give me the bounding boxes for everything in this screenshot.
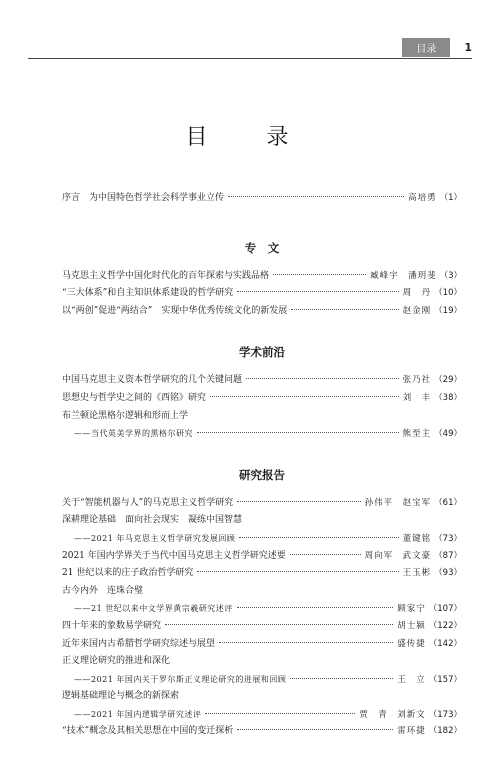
entry-title: 正义理论研究的推进和深化 <box>62 656 171 667</box>
entry-title: ——2021 年国内关于罗尔斯正义理论研究的进展和回顾 <box>74 674 287 684</box>
entry-title: ——当代英美学界的黑格尔研究 <box>74 429 193 439</box>
section-heading: 学术前沿 <box>239 345 285 360</box>
toc-section <box>62 236 462 321</box>
dot-leader <box>291 309 398 310</box>
dot-leader <box>246 378 399 379</box>
toc-entry-subtitle[interactable] <box>62 425 462 443</box>
toc-entry-preface[interactable] <box>62 190 462 208</box>
toc-section <box>62 463 462 741</box>
toc-entry[interactable] <box>62 723 462 741</box>
entry-title: 以“两创”促进“两结合” 实现中华优秀传统文化的新发展 <box>62 305 288 316</box>
toc-entry[interactable] <box>62 495 462 513</box>
toc-entry[interactable] <box>62 565 462 583</box>
entry-page: （182） <box>428 726 462 737</box>
entry-page: （3） <box>439 270 462 281</box>
dot-leader <box>237 291 398 292</box>
dot-leader <box>197 432 399 433</box>
section-heading: 专 文 <box>244 240 280 255</box>
dot-leader <box>205 713 355 714</box>
entry-page: （173） <box>428 709 462 720</box>
toc-entry[interactable] <box>62 512 462 530</box>
entry-title: ——2021 年国内逻辑学研究述评 <box>74 709 202 719</box>
toc-title: 目 录 <box>185 125 315 150</box>
entry-title: 序言 为中国特色哲学社会科学事业立传 <box>62 193 225 203</box>
entry-title: 马克思主义哲学中国化时代化的百年探索与实践品格 <box>62 270 270 281</box>
entry-page: （19） <box>434 305 462 316</box>
entry-author: 周 丹 <box>402 288 432 299</box>
dot-leader <box>237 501 360 502</box>
entry-page: （38） <box>434 392 462 403</box>
dot-leader <box>273 274 366 275</box>
entry-page: （10） <box>434 288 462 299</box>
entry-page: （142） <box>428 638 462 649</box>
entry-page: （73） <box>434 533 462 544</box>
entry-title: 古今内外 连珠合璧 <box>62 585 144 596</box>
toc-entry-subtitle[interactable] <box>62 671 462 689</box>
entry-author: 熊至主 <box>402 429 432 440</box>
running-section-label: 目录 <box>402 38 450 57</box>
entry-title: 关于“智能机器与人”的马克思主义哲学研究 <box>62 497 234 508</box>
entry-title: 思想史与哲学史之间的《西铭》研究 <box>62 392 207 403</box>
dot-leader <box>197 571 398 572</box>
toc-entry-subtitle[interactable] <box>62 600 462 618</box>
entry-title: 布兰顿论黑格尔逻辑和形而上学 <box>62 410 189 421</box>
entry-author: 臧峰宇 潘玥斐 <box>370 270 437 281</box>
dot-leader <box>239 537 398 538</box>
entry-author: 周向军 武文豪 <box>364 550 432 561</box>
entry-page: （29） <box>434 375 462 386</box>
entry-author: 贾 青 刘新文 <box>359 709 426 720</box>
toc-entry[interactable] <box>62 548 462 566</box>
entry-page: （93） <box>434 568 462 579</box>
entry-title: 近年来国内古希腊哲学研究综述与展望 <box>62 638 216 649</box>
entry-author: 王 立 <box>397 674 426 685</box>
entry-page: （122） <box>428 620 462 631</box>
entry-title: ——21 世纪以来中文学界黄宗羲研究述评 <box>74 604 233 614</box>
toc-entry-subtitle[interactable] <box>62 706 462 724</box>
entry-title: 深耕理论基础 面向社会现实 凝练中国智慧 <box>62 515 243 526</box>
entry-author: 顾家宁 <box>397 604 426 615</box>
entry-page: （157） <box>428 674 462 685</box>
running-head <box>402 38 472 57</box>
entry-author: 雷环捷 <box>397 726 426 737</box>
toc-entry[interactable] <box>62 618 462 636</box>
toc-entry[interactable] <box>62 653 462 671</box>
entry-title: 逻辑基础理论与概念的新探索 <box>62 691 180 702</box>
entry-author: 赵金刚 <box>402 305 432 316</box>
entry-author: 高培勇 <box>408 193 437 203</box>
entry-author: 张乃社 <box>402 375 432 386</box>
entry-author: 王玉彬 <box>402 568 432 579</box>
dot-leader <box>237 729 393 730</box>
header-rule <box>28 58 472 59</box>
toc-entry[interactable] <box>62 303 462 321</box>
entry-author: 盛传捷 <box>397 638 426 649</box>
toc-entry[interactable] <box>62 372 462 390</box>
entry-page: （61） <box>434 497 462 508</box>
entry-title: “三大体系”和自主知识体系建设的哲学研究 <box>62 288 234 299</box>
toc-entry-subtitle[interactable] <box>62 530 462 548</box>
entry-page: （49） <box>434 429 462 440</box>
entry-author: 胡士颍 <box>397 620 426 631</box>
entry-title: “技术”概念及其相关思想在中国的变迁探析 <box>62 726 234 737</box>
toc-entry[interactable] <box>62 285 462 303</box>
dot-leader <box>290 678 393 679</box>
entry-page: （107） <box>428 604 462 615</box>
toc-section <box>62 340 462 442</box>
entry-page: （87） <box>434 550 462 561</box>
toc-entry[interactable] <box>62 688 462 706</box>
entry-author: 刘 丰 <box>402 392 432 403</box>
page-number: 1 <box>464 41 472 54</box>
toc-entry[interactable] <box>62 583 462 601</box>
toc-entry[interactable] <box>62 636 462 654</box>
entry-author: 董键铭 <box>402 533 432 544</box>
entry-title: 中国马克思主义资本哲学研究的几个关键问题 <box>62 375 243 386</box>
dot-leader <box>290 554 361 555</box>
toc-entry[interactable] <box>62 390 462 408</box>
entry-title: 四十年来的象数易学研究 <box>62 620 162 631</box>
entry-title: 21 世纪以来的庄子政治哲学研究 <box>62 568 194 579</box>
dot-leader <box>165 624 393 625</box>
toc-entry[interactable] <box>62 268 462 286</box>
entry-title: ——2021 年马克思主义哲学研究发展回顾 <box>74 533 236 543</box>
entry-title: 2021 年国内学界关于当代中国马克思主义哲学研究述要 <box>62 550 286 561</box>
table-of-contents <box>62 190 462 761</box>
entry-author: 孙伟平 赵宝军 <box>364 497 432 508</box>
section-heading: 研究报告 <box>239 467 285 482</box>
dot-leader <box>219 642 393 643</box>
dot-leader <box>237 607 394 608</box>
toc-entry[interactable] <box>62 408 462 426</box>
entry-page: （1） <box>439 193 462 203</box>
dot-leader <box>228 196 404 197</box>
dot-leader <box>210 396 399 397</box>
